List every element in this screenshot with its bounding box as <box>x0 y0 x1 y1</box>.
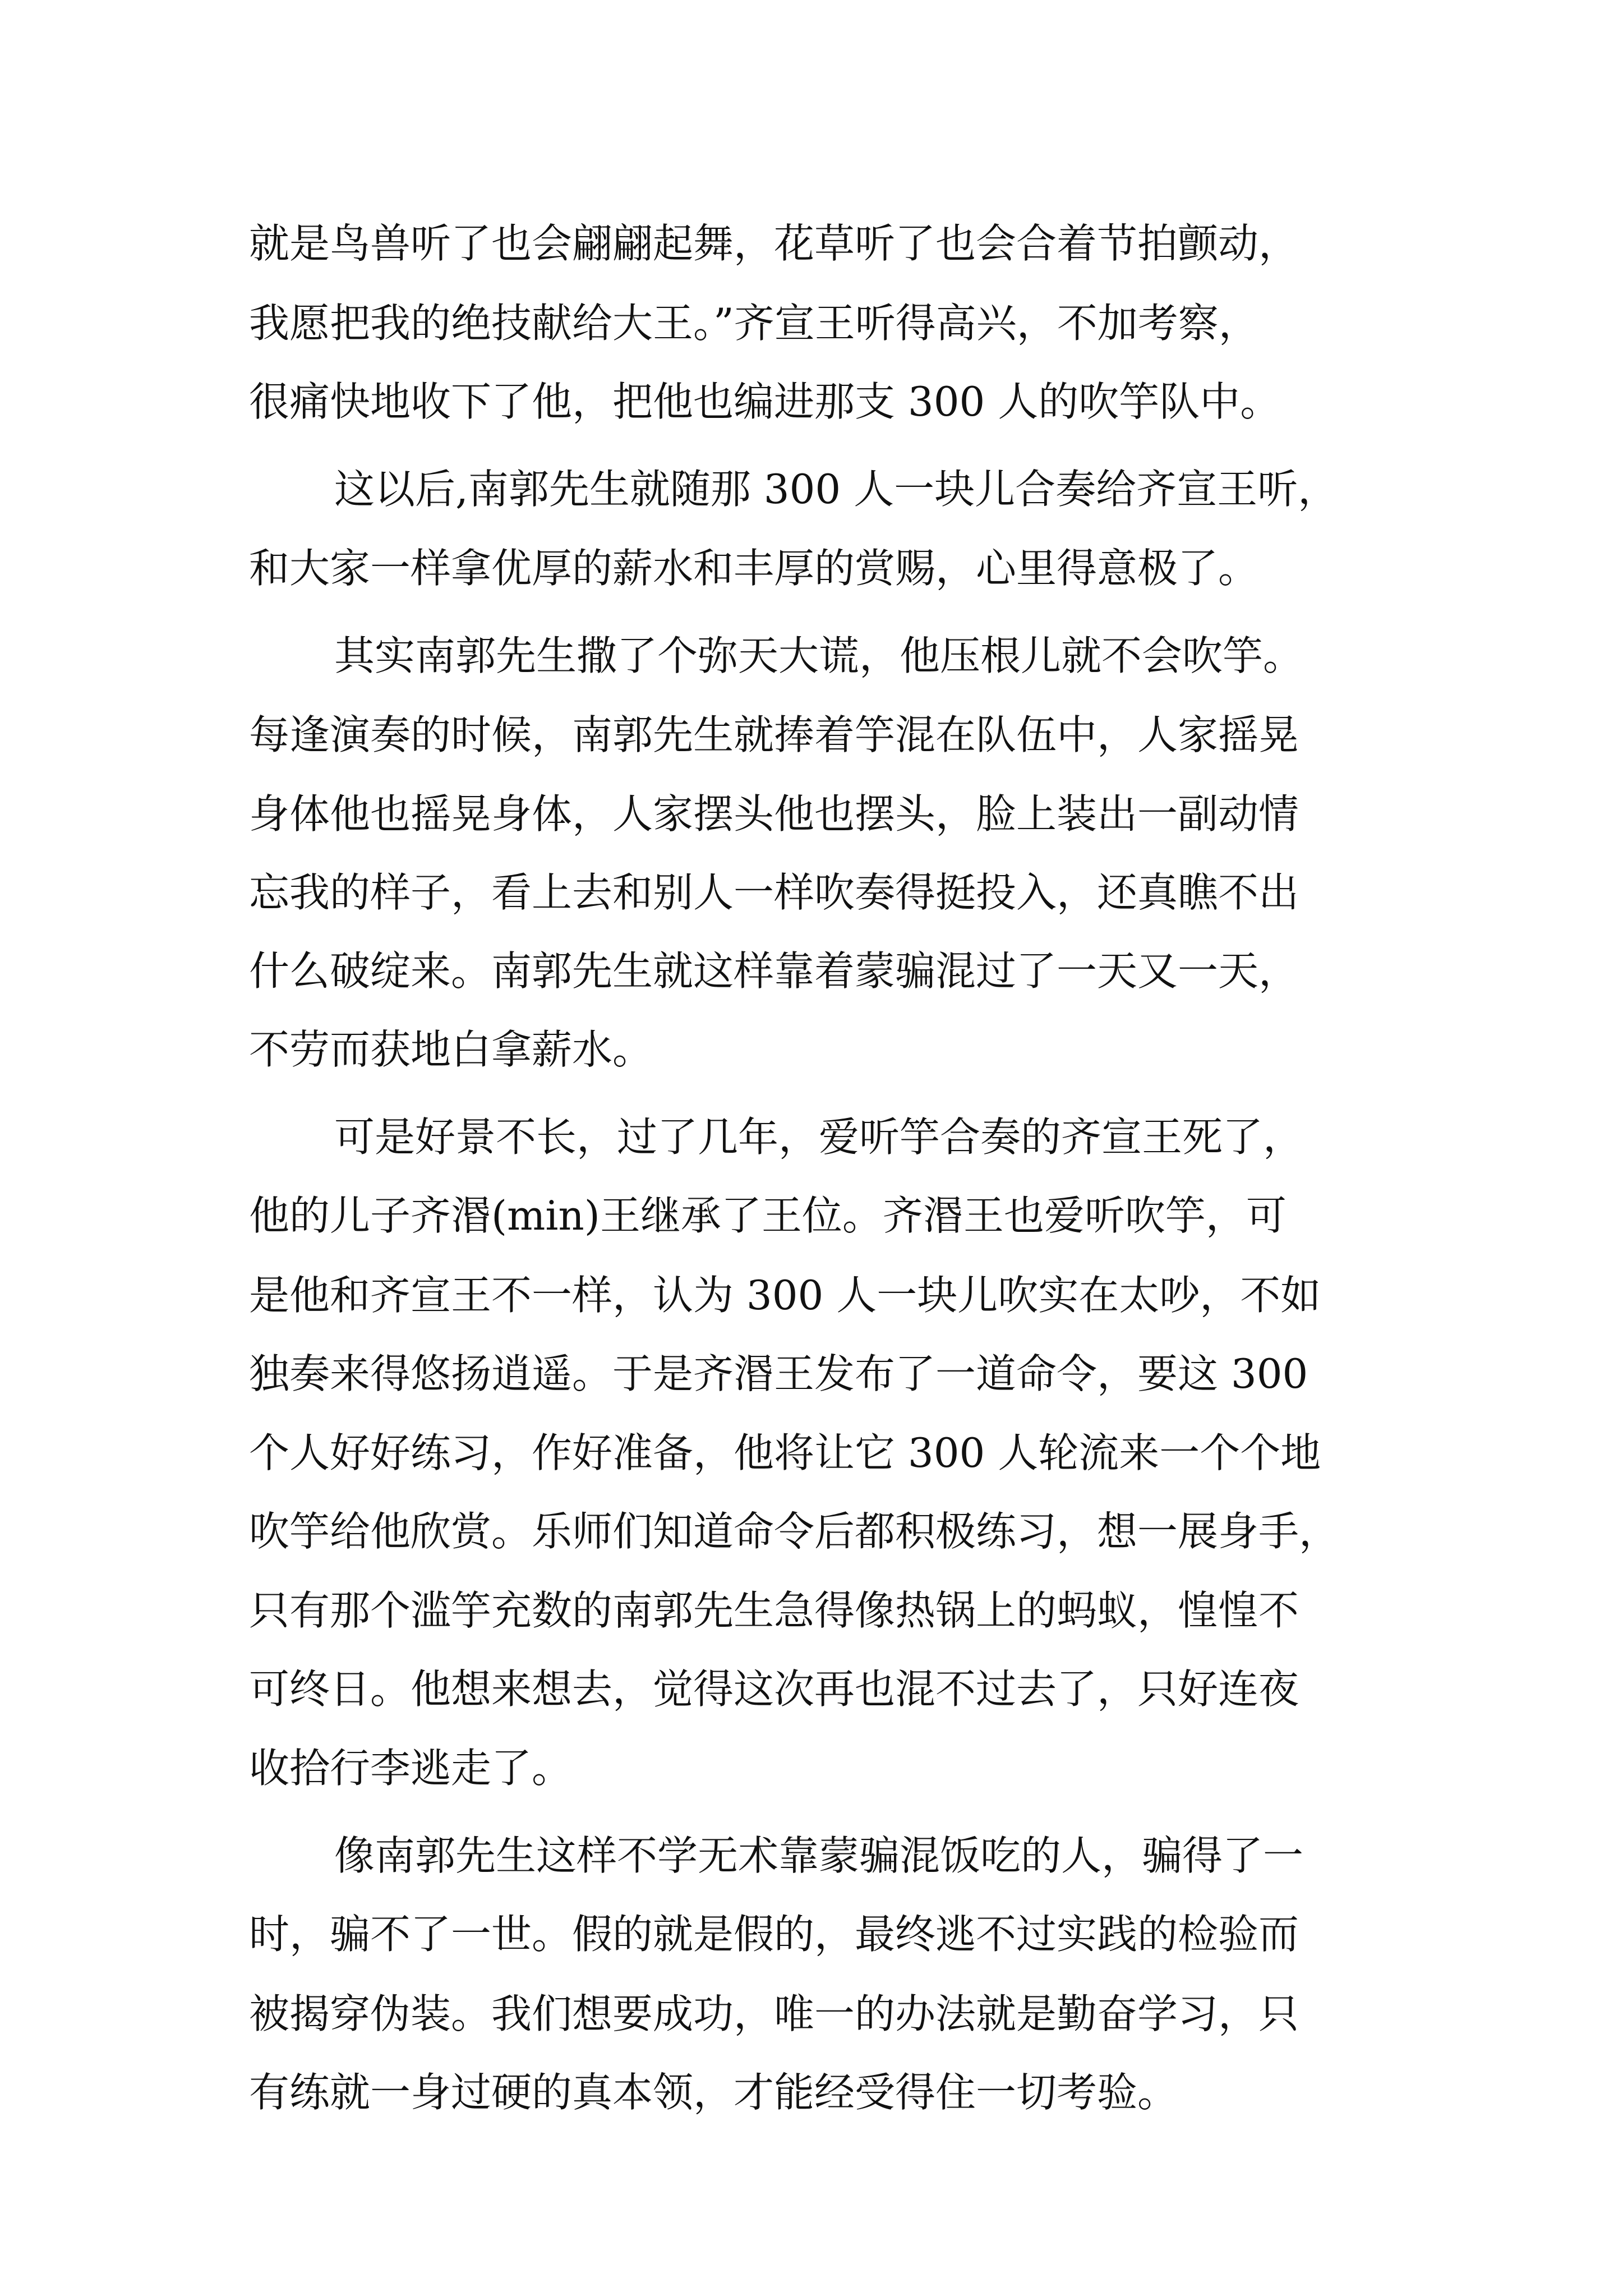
text-line-5: 和大家一样拿优厚的薪水和丰厚的赏赐，心里得意极了。 <box>249 545 1259 592</box>
text-line-8: 身体他也摇晃身体，人家摆头他也摆头，脸上装出一副动情 <box>249 790 1299 838</box>
text-line-22: 时，骗不了一世。假的就是假的，最终逃不过实践的检验而 <box>249 1911 1299 1958</box>
text-line-6: 其实南郭先生撒了个弥天大谎，他压根儿就不会吹竽。 <box>334 632 1304 679</box>
text-line-23: 被揭穿伪装。我们想要成功，唯一的办法就是勤奋学习，只 <box>249 1990 1299 2037</box>
text-line-4: 这以后,南郭先生就随那 300 人一块儿合奏给齐宣王听， <box>334 466 1339 513</box>
text-line-15: 独奏来得悠扬逍遥。于是齐湣王发布了一道命令，要这 300 <box>249 1350 1308 1397</box>
text-line-10: 什么破绽来。南郭先生就这样靠着蒙骗混过了一天又一天， <box>249 947 1299 995</box>
text-line-9: 忘我的样子，看上去和别人一样吹奏得挺投入，还真瞧不出 <box>249 869 1299 916</box>
text-line-17: 吹竽给他欣赏。乐师们知道命令后都积极练习，想一展身手， <box>249 1508 1340 1555</box>
text-line-14: 是他和齐宣王不一样，认为 300 人一块儿吹实在太吵，不如 <box>249 1272 1321 1319</box>
text-line-24: 有练就一身过硬的真本领，才能经受得住一切考验。 <box>249 2069 1178 2116</box>
text-line-1: 就是鸟兽听了也会翩翩起舞，花草听了也会合着节拍颤动， <box>249 220 1299 267</box>
text-line-18: 只有那个滥竽充数的南郭先生急得像热锅上的蚂蚁，惶惶不 <box>249 1587 1299 1634</box>
text-line-7: 每逢演奏的时候，南郭先生就捧着竽混在队伍中，人家摇晃 <box>249 711 1299 758</box>
text-line-16: 个人好好练习，作好准备，他将让它 300 人轮流来一个个地 <box>249 1429 1321 1476</box>
text-line-19: 可终日。他想来想去，觉得这次再也混不过去了，只好连夜 <box>249 1665 1299 1713</box>
text-line-12: 可是好景不长，过了几年，爱听竽合奏的齐宣王死了， <box>334 1114 1304 1161</box>
text-line-11: 不劳而获地白拿薪水。 <box>249 1026 653 1073</box>
text-line-13: 他的儿子齐湣(min)王继承了王位。齐湣王也爱听吹竽，可 <box>249 1192 1287 1239</box>
text-line-3: 很痛快地收下了他，把他也编进那支 300 人的吹竽队中。 <box>249 378 1281 425</box>
text-line-20: 收拾行李逃走了。 <box>249 1745 573 1792</box>
text-line-21: 像南郭先生这样不学无术靠蒙骗混饭吃的人，骗得了一 <box>334 1832 1304 1879</box>
text-line-2: 我愿把我的绝技献给大王。”齐宣王听得高兴，不加考察， <box>249 300 1259 347</box>
